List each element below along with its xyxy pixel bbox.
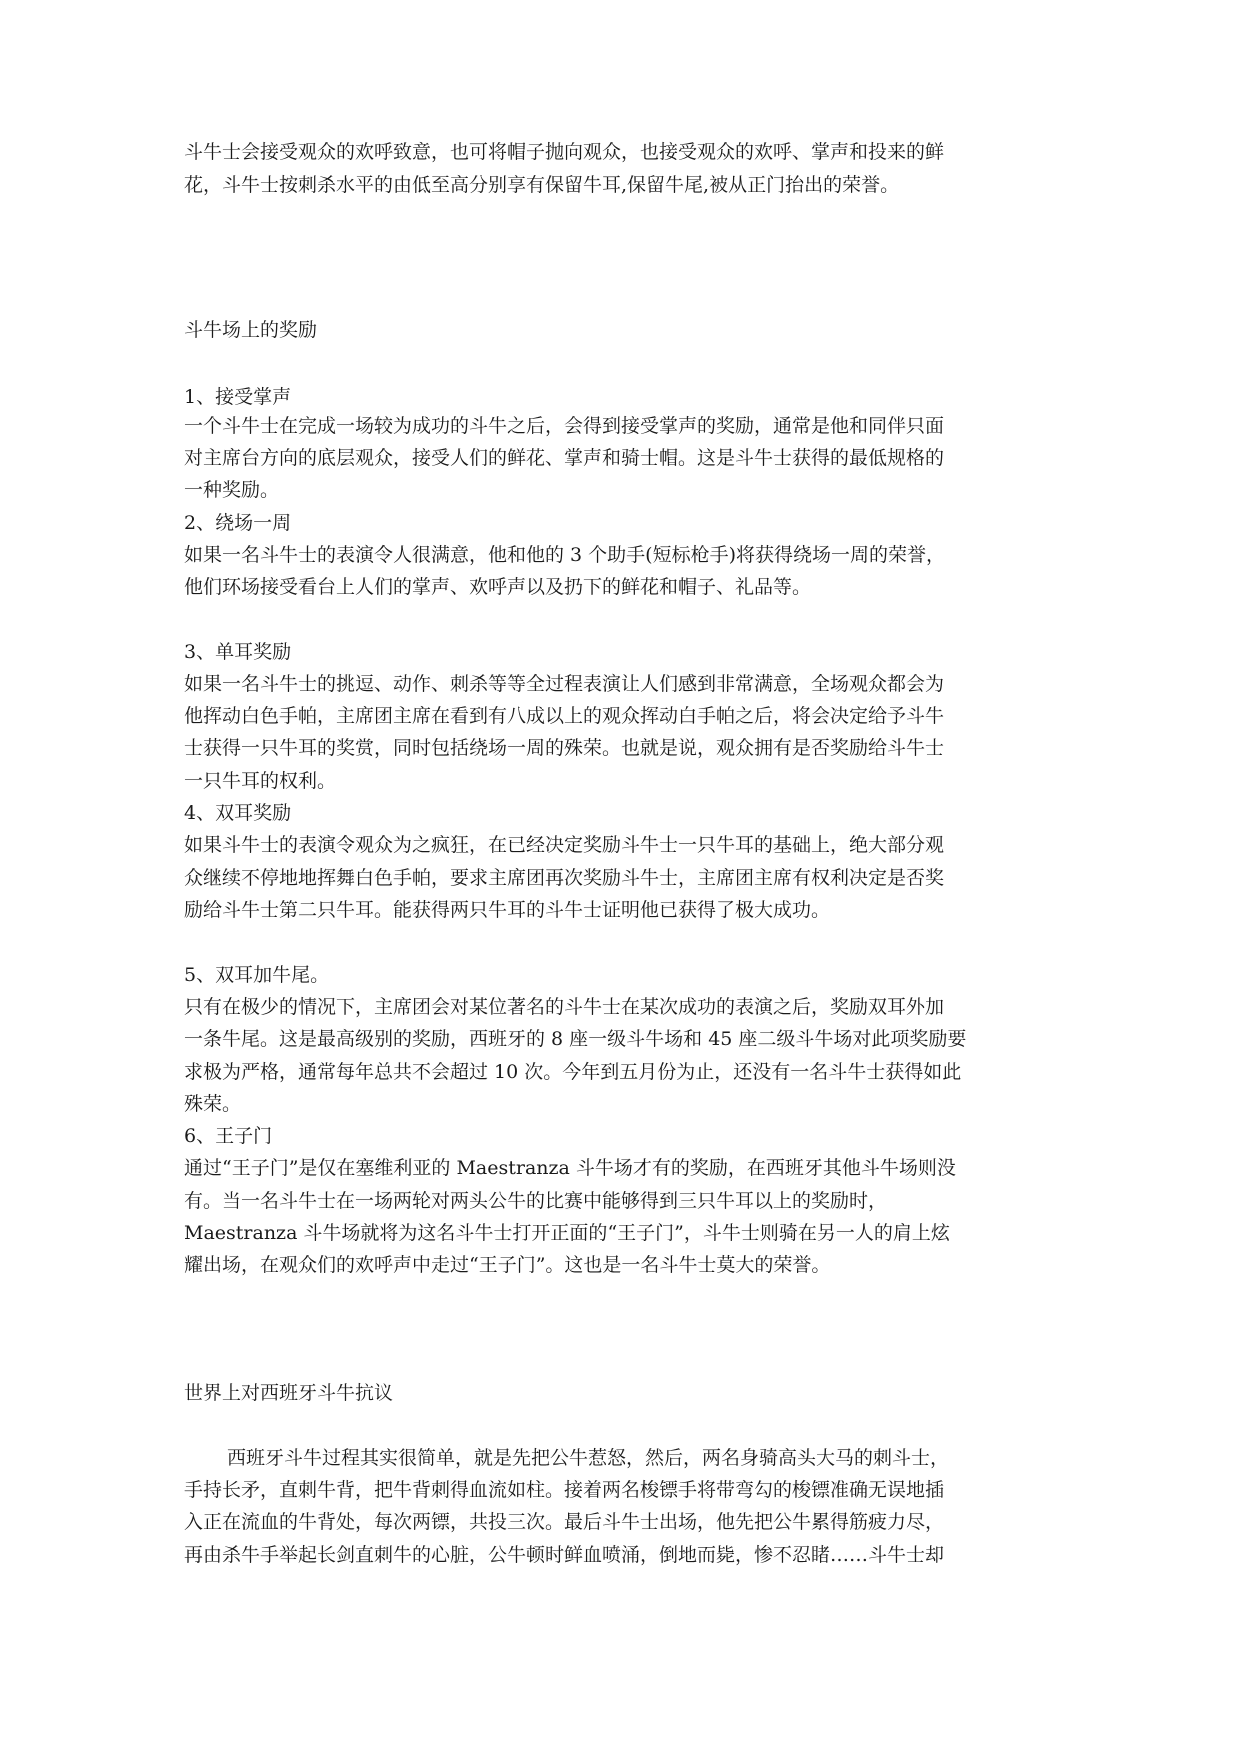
item-line: 殊荣。 (184, 1093, 242, 1115)
protest-line: 手持长矛，直刺牛背，把牛背刺得血流如柱。接着两名梭镖手将带弯勾的梭镖准确无误地插 (184, 1479, 945, 1501)
item-line: 如果一名斗牛士的挑逗、动作、刺杀等等全过程表演让人们感到非常满意，全场观众都会为 (184, 673, 945, 695)
item-line: Maestranza 斗牛场就将为这名斗牛士打开正面的“王子门”，斗牛士则骑在另一人的肩上炫 (184, 1222, 950, 1244)
item-line: 励给斗牛士第二只牛耳。能获得两只牛耳的斗牛士证明他已获得了极大成功。 (184, 899, 831, 921)
item-heading: 5、双耳加牛尾。 (184, 964, 330, 986)
item-heading: 2、绕场一周 (184, 512, 292, 534)
item-line: 只有在极少的情况下，主席团会对某位著名的斗牛士在某次成功的表演之后，奖励双耳外加 (184, 996, 945, 1018)
item-line: 耀出场，在观众们的欢呼声中走过“王子门”。这也是一名斗牛士莫大的荣誉。 (184, 1254, 831, 1276)
item-line: 他挥动白色手帕，主席团主席在看到有八成以上的观众挥动白手帕之后，将会决定给予斗牛 (184, 705, 945, 727)
item-line: 一个斗牛士在完成一场较为成功的斗牛之后，会得到接受掌声的奖励，通常是他和同伴只面 (184, 415, 945, 437)
intro-line: 花，斗牛士按刺杀水平的由低至高分别享有保留牛耳,保留牛尾,被从正门抬出的荣誉。 (184, 174, 900, 196)
item-heading: 1、接受掌声 (184, 386, 292, 408)
item-heading: 3、单耳奖励 (184, 641, 292, 663)
protest-line: 再由杀牛手举起长剑直刺牛的心脏，公牛顿时鲜血喷涌，倒地而毙，惨不忍睹……斗牛士却 (184, 1544, 945, 1566)
item-line: 求极为严格，通常每年总共不会超过 10 次。今年到五月份为止，还没有一名斗牛士获得如此 (184, 1061, 962, 1083)
item-line: 一种奖励。 (184, 479, 280, 501)
item-line: 一条牛尾。这是最高级别的奖励，西班牙的 8 座一级斗牛场和 45 座二级斗牛场对此项奖励要 (184, 1028, 967, 1050)
item-heading: 4、双耳奖励 (184, 802, 292, 824)
item-heading: 6、王子门 (184, 1125, 273, 1147)
item-line: 众继续不停地地挥舞白色手帕，要求主席团再次奖励斗牛士，主席团主席有权利决定是否奖 (184, 867, 945, 889)
item-line: 他们环场接受看台上人们的掌声、欢呼声以及扔下的鲜花和帽子、礼品等。 (184, 576, 812, 598)
protest-line: 西班牙斗牛过程其实很简单，就是先把公牛惹怒，然后，两名身骑高头大马的刺斗士， (227, 1447, 950, 1469)
item-line: 有。当一名斗牛士在一场两轮对两头公牛的比赛中能够得到三只牛耳以上的奖励时， (184, 1190, 888, 1212)
item-line: 如果斗牛士的表演令观众为之疯狂，在已经决定奖励斗牛士一只牛耳的基础上，绝大部分观 (184, 834, 945, 856)
item-line: 通过“王子门”是仅在塞维利亚的 Maestranza 斗牛场才有的奖励，在西班牙其他斗牛场则没 (184, 1157, 956, 1179)
item-line: 一只牛耳的权利。 (184, 770, 337, 792)
section-title-protest: 世界上对西班牙斗牛抗议 (184, 1382, 394, 1404)
protest-line: 入正在流血的牛背处，每次两镖，共投三次。最后斗牛士出场，他先把公牛累得筋疲力尽， (184, 1511, 945, 1533)
intro-line: 斗牛士会接受观众的欢呼致意，也可将帽子抛向观众，也接受观众的欢呼、掌声和投来的鲜 (184, 141, 945, 163)
item-line: 士获得一只牛耳的奖赏，同时包括绕场一周的殊荣。也就是说，观众拥有是否奖励给斗牛士 (184, 737, 945, 759)
item-line: 如果一名斗牛士的表演令人很满意，他和他的 3 个助手(短标枪手)将获得绕场一周的荣誉， (184, 544, 945, 566)
section-title-rewards: 斗牛场上的奖励 (184, 319, 318, 341)
item-line: 对主席台方向的底层观众，接受人们的鲜花、掌声和骑士帽。这是斗牛士获得的最低规格的 (184, 447, 945, 469)
